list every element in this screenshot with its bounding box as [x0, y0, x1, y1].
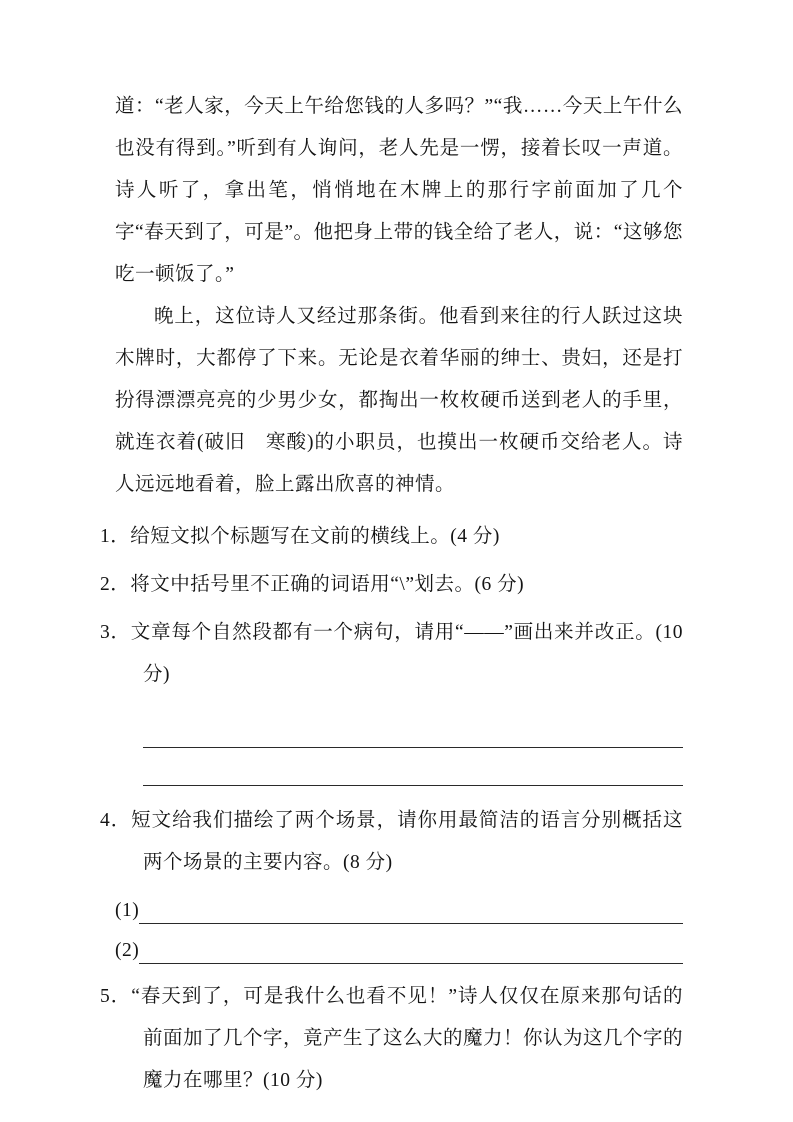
question-3-number: 3．	[100, 622, 131, 643]
sub-answer-label-1: (1)	[115, 900, 140, 921]
passage-paragraph-1: 道：“老人家，今天上午给您钱的人多吗？”“我……今天上午什么也没有得到。”听到有人询问，老人先是一愣，接着长叹一声道。诗人听了，拿出笔，悄悄地在木牌上的那行字前面加了几个字“春天到了，可是”。他把身上带的钱全给了老人，说：“这够您吃一顿饭了。”	[115, 96, 683, 285]
question-3-answer-area	[100, 712, 683, 786]
answer-blank-line-3	[139, 884, 683, 924]
answer-blank-line-1	[143, 712, 683, 748]
question-4-text: 短文给我们描绘了两个场景，请你用最简洁的语言分别概括这两个场景的主要内容。(8 分)	[131, 810, 683, 873]
question-5	[100, 976, 684, 1102]
question-4-answer-2	[115, 924, 683, 964]
question-1-number: 1．	[100, 526, 131, 547]
question-3	[100, 612, 683, 696]
answer-blank-line-2	[143, 750, 683, 786]
question-4-answer-1	[115, 884, 683, 924]
question-list	[100, 516, 683, 1102]
question-2-text: 将文中括号里不正确的词语用“\”划去。(6 分)	[130, 574, 525, 595]
question-5-number: 5．	[100, 986, 132, 1007]
question-2-number: 2．	[100, 574, 131, 595]
question-4-number: 4．	[100, 810, 132, 831]
question-5-text: “春天到了，可是我什么也看不见！”诗人仅仅在原来那句话的前面加了几个字，竟产生了这么大的魔力！你认为这几个字的魔力在哪里？(10 分)	[131, 986, 684, 1091]
passage-paragraph-2: 晚上，这位诗人又经过那条街。他看到来往的行人跃过这块木牌时，大都停了下来。无论是衣着华丽的绅士、贵妇，还是打扮得漂漂亮亮的少男少女，都掏出一枚枚硬币送到老人的手里，就连衣着(破旧 寒酸)的小职员，也摸出一枚硬币交给老人。诗人远远地看着，脸上露出欣喜的神情。	[115, 306, 683, 495]
reading-passage	[115, 86, 683, 506]
answer-blank-line-4	[139, 924, 683, 964]
question-3-text: 文章每个自然段都有一个病句，请用“——”画出来并改正。(10分)	[130, 622, 683, 685]
question-2	[100, 564, 683, 606]
question-4	[100, 800, 683, 884]
sub-answer-label-2: (2)	[115, 940, 140, 961]
question-1-text: 给短文拟个标题写在文前的横线上。(4 分)	[130, 526, 500, 547]
question-1	[100, 516, 683, 558]
